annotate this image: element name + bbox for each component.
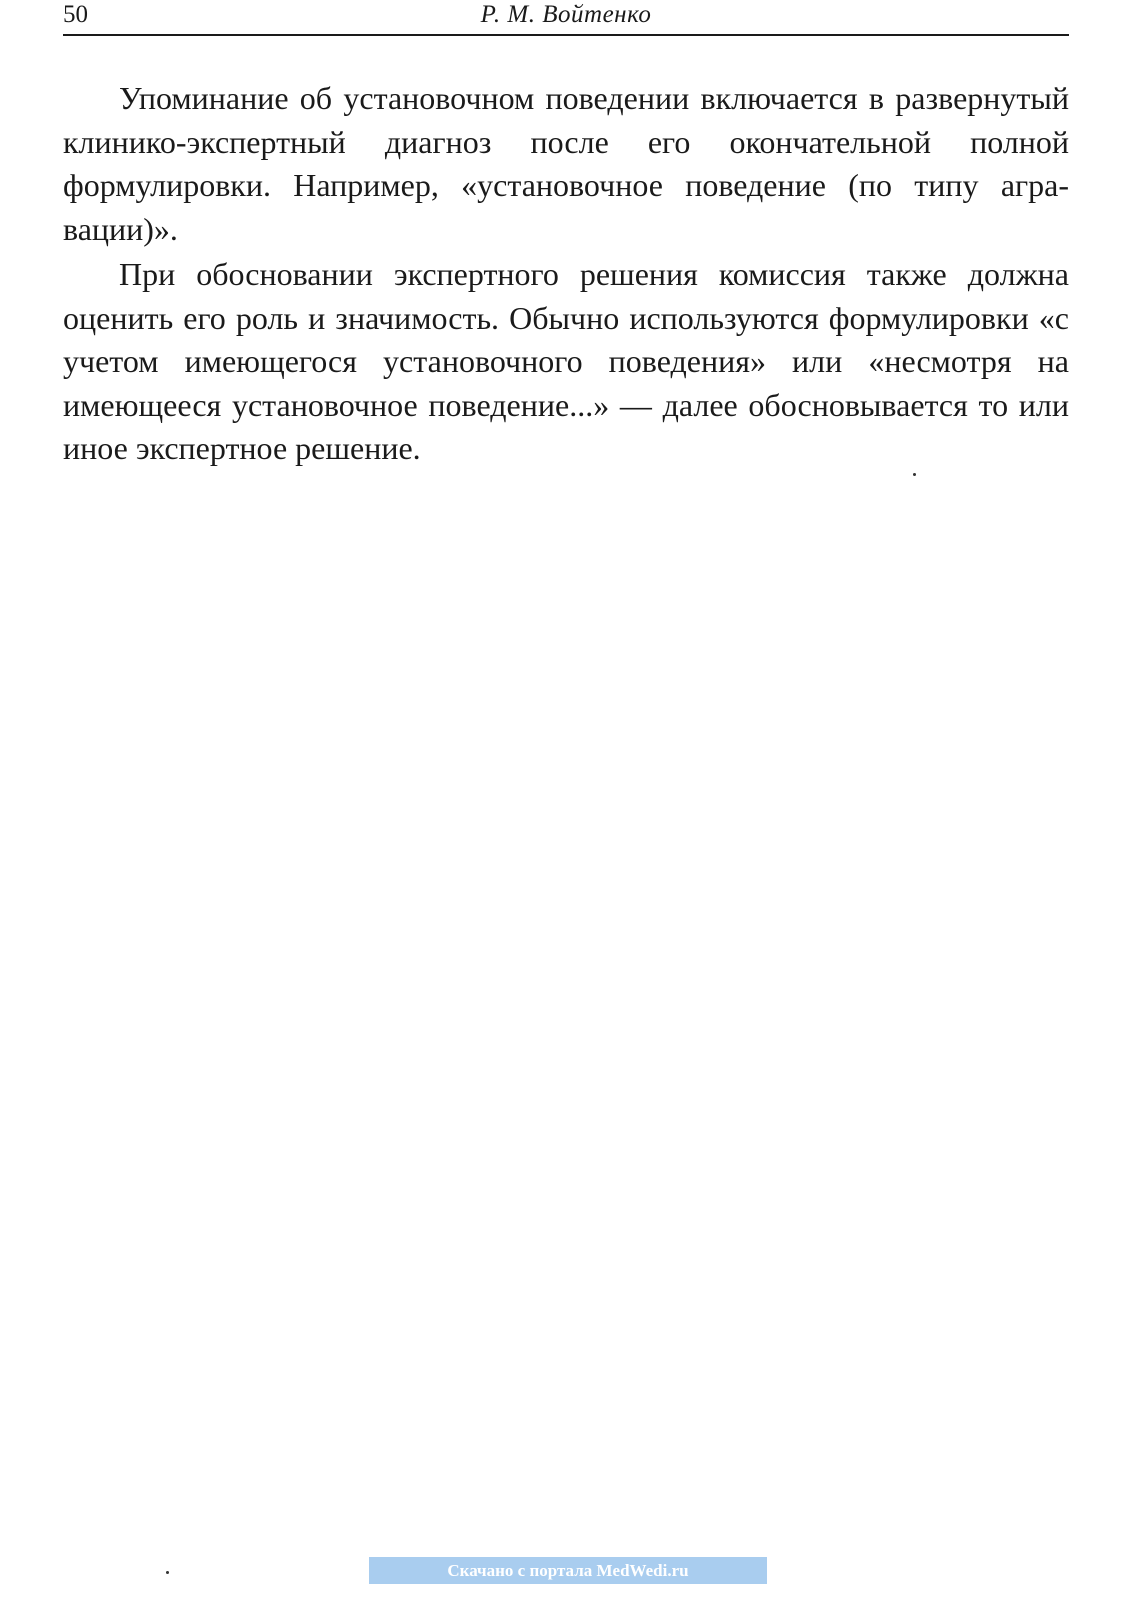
download-watermark-banner: Скачано с портала MedWedi.ru [369, 1557, 767, 1584]
paragraph: Упоминание об установочном поведении включается в развернутый клинико-экспертный диагноз после его окончательной полной формулировки. Например, «установочное поведение (по типу агравации)». [63, 80, 1069, 247]
running-title: Р. М. Войтенко [480, 1, 652, 28]
running-head [63, 0, 1069, 36]
scan-speck [166, 1571, 169, 1574]
paragraph: При обосновании экспертного решения комиссия также должна оценить его роль и значимость. Обычно используются формулировки «с учетом имеющегося установочного поведения» или «несмотря на имеющееся установочное поведение...» — далее обосновывается то или иное экспертное решение. [63, 256, 1069, 466]
scan-speck [913, 473, 916, 476]
body-text [63, 77, 1069, 473]
page-number: 50 [63, 1, 88, 28]
